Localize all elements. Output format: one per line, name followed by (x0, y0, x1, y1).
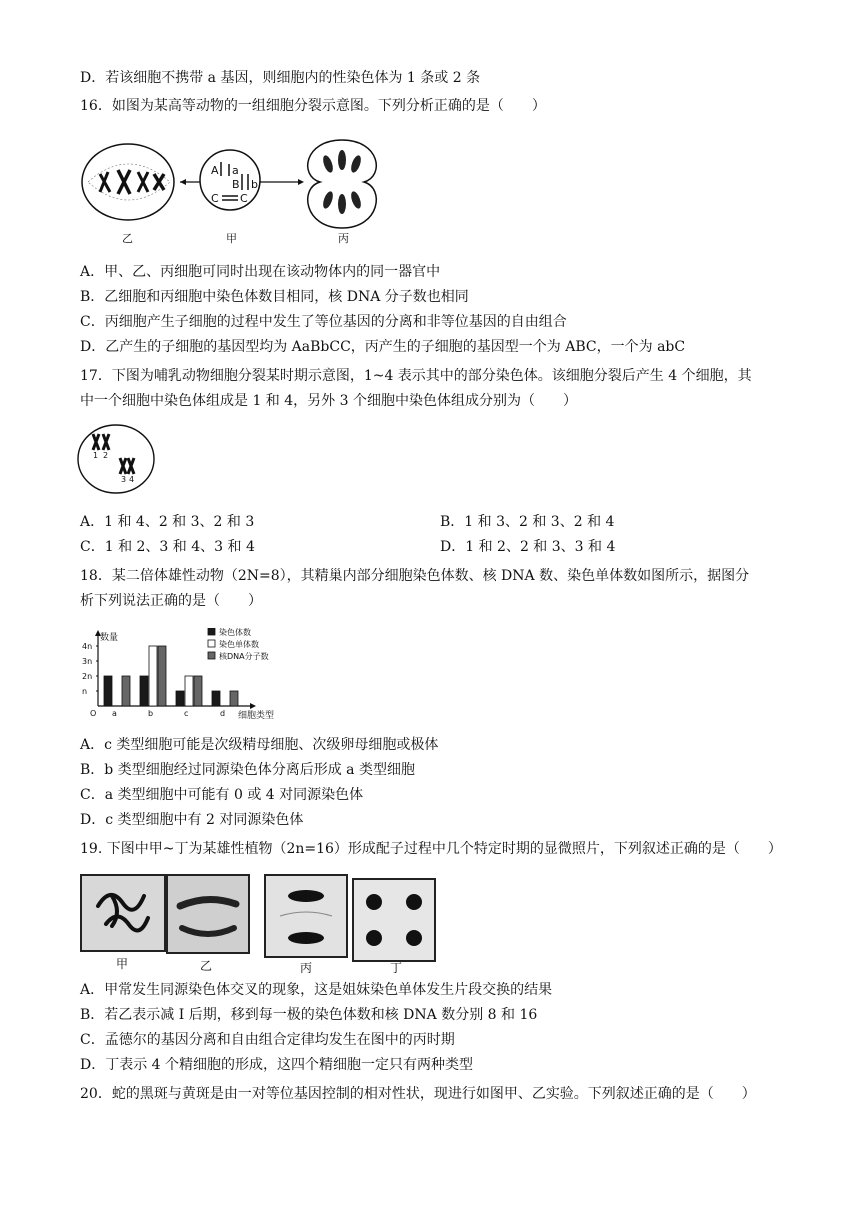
q18-option-c: C．a 类型细胞中可能有 0 或 4 对同源染色体 (80, 787, 364, 803)
y-tick-label: 2n (82, 672, 93, 681)
label-bing: 丙 (338, 232, 349, 245)
legend-swatch-0 (208, 628, 215, 635)
label-jia: 甲 (226, 232, 237, 245)
y-tick-label: 4n (82, 642, 93, 651)
chromosome-2-label: 2 (103, 451, 109, 460)
q19-option-a: A．甲常发生同源染色体交叉的现象，这是姐妹染色单体发生片段交换的结果 (80, 982, 553, 998)
legend-swatch-1 (208, 640, 215, 647)
gene-C1-label: C (211, 192, 219, 205)
cell-bing (308, 140, 377, 228)
gene-a-label: a (232, 164, 239, 177)
q19-option-c: C．孟德尔的基因分离和自由组合定律均发生在图中的丙时期 (80, 1032, 455, 1048)
y-tick-label: 3n (82, 657, 93, 666)
q16-option-d: D．乙产生的子细胞的基因型均为 AaBbCC，丙产生的子细胞的基因型一个为 ABC，一个为 abC (80, 339, 686, 355)
photo-label-ding: 丁 (390, 961, 403, 975)
chromosome-4-label: 4 (129, 475, 135, 484)
bar-d-0 (212, 691, 220, 706)
micrograph-bing (264, 874, 348, 958)
gene-b-label: b (251, 178, 258, 191)
q18-option-b: B．b 类型细胞经过同源染色体分离后形成 a 类型细胞 (80, 762, 415, 778)
q17-option-d: D．1 和 2、2 和 3、3 和 4 (440, 539, 616, 555)
q17-option-b: B．1 和 3、2 和 3、2 和 4 (440, 514, 615, 530)
q15-option-d: D．若该细胞不携带 a 基因，则细胞内的性染色体为 1 条或 2 条 (80, 70, 481, 86)
q19-stem: 19. 下图中甲~丁为某雄性植物（2n=16）形成配子过程中几个特定时期的显微照片，下列叙述正确的是（ ） (80, 841, 782, 857)
y-tick-label: n (82, 687, 88, 696)
bar-b-2 (158, 646, 166, 706)
q16-option-c: C．丙细胞产生子细胞的过程中发生了等位基因的分离和非等位基因的自由组合 (80, 314, 567, 330)
y-axis-label: 数量 (100, 633, 119, 643)
photo-label-jia: 甲 (116, 957, 129, 971)
category-label-d: d (220, 709, 226, 718)
photo-label-yi: 乙 (200, 959, 213, 973)
legend-label-2: 核DNA分子数 (219, 652, 269, 661)
bar-b-1 (149, 646, 157, 706)
q17-stem-line1: 17．下图为哺乳动物细胞分裂某时期示意图，1~4 表示其中的部分染色体。该细胞分裂后产生 4 个细胞，其 (80, 368, 752, 384)
legend (208, 628, 269, 661)
q18-option-d: D．c 类型细胞中有 2 对同源染色体 (80, 812, 304, 828)
legend-label-0: 染色体数 (219, 628, 251, 637)
category-label-b: b (148, 709, 154, 718)
photo-label-bing: 丙 (300, 961, 313, 975)
chromosome-3-label: 3 (121, 475, 127, 484)
gene-B-label: B (232, 178, 240, 191)
q18-stem-line1: 18．某二倍体雄性动物（2N=8），其精巢内部分细胞染色体数、核 DNA 数、染色单体数如图所示，据图分 (80, 568, 750, 584)
legend-label-1: 染色单体数 (219, 640, 259, 649)
q18-option-a: A．c 类型细胞可能是次级精母细胞、次级卵母细胞或极体 (80, 737, 439, 753)
bar-b-0 (140, 676, 148, 706)
category-label-a: a (112, 709, 117, 718)
q19-option-b: B．若乙表示减 I 后期，移到每一极的染色体数和核 DNA 数分别 8 和 16 (80, 1007, 538, 1023)
category-label-c: c (184, 709, 189, 718)
micrograph-jia (80, 874, 166, 952)
cell-yi (82, 144, 174, 220)
q16-option-b: B．乙细胞和丙细胞中染色体数目相同，核 DNA 分子数也相同 (80, 289, 469, 305)
legend-swatch-2 (208, 652, 215, 659)
q17-cell-figure (76, 422, 158, 496)
q17-option-c: C．1 和 2、3 和 4、3 和 4 (80, 539, 255, 555)
bar-d-2 (230, 691, 238, 706)
bar-a-2 (122, 676, 130, 706)
bar-c-2 (194, 676, 202, 706)
q17-option-a: A．1 和 4、2 和 3、2 和 3 (80, 514, 255, 530)
y-tick-labels (82, 642, 98, 696)
q16-option-a: A．甲、乙、丙细胞可同时出现在该动物体内的同一器官中 (80, 264, 441, 280)
label-yi: 乙 (122, 232, 133, 245)
q20-stem: 20．蛇的黑斑与黄斑是由一对等位基因控制的相对性状，现进行如图甲、乙实验。下列叙述正确的是（ ） (80, 1086, 756, 1102)
cell-jia (200, 150, 260, 210)
origin-label: O (90, 709, 97, 718)
arrow-to-yi (180, 179, 200, 185)
category-labels (112, 709, 225, 718)
bar-a-0 (104, 676, 112, 706)
chromosome-1-label: 1 (93, 451, 99, 460)
gene-C2-label: C (240, 192, 248, 205)
x-axis-label: 细胞类型 (238, 711, 275, 721)
gene-A-label: A (211, 164, 219, 177)
q16-cell-division-figure (80, 136, 380, 248)
bars (104, 646, 238, 706)
q16-stem: 16．如图为某高等动物的一组细胞分裂示意图。下列分析正确的是（ ） (80, 98, 546, 114)
bar-c-1 (185, 676, 193, 706)
q18-bar-chart (80, 628, 290, 724)
arrow-to-bing (260, 179, 304, 185)
q17-stem-line2: 中一个细胞中染色体组成是 1 和 4，另外 3 个细胞中染色体组成分别为（ ） (80, 393, 577, 409)
micrograph-yi (166, 874, 250, 954)
q18-stem-line2: 析下列说法正确的是（ ） (80, 593, 262, 609)
q19-option-d: D．丁表示 4 个精细胞的形成，这四个精细胞一定只有两种类型 (80, 1057, 474, 1073)
micrograph-ding (352, 878, 436, 962)
bar-c-0 (176, 691, 184, 706)
